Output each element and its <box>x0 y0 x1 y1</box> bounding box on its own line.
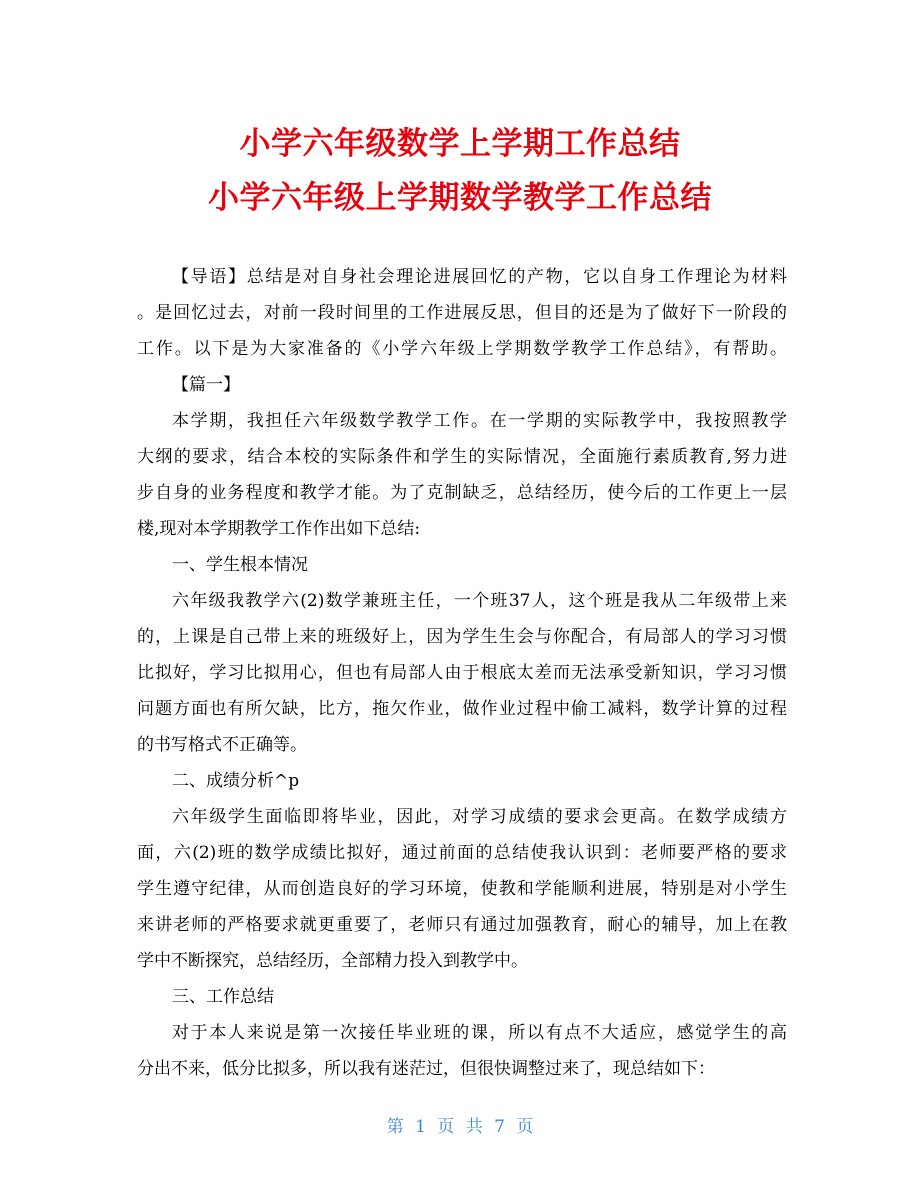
text-line: 本学期，我担任六年级数学教学工作。在一学期的实际教学中，我按照教学 <box>172 411 787 431</box>
page-footer: 第 1 页 共 7 页 <box>386 1117 534 1137</box>
text-line: 【导语】总结是对自身社会理论进展回忆的产物，它以自身工作理论为材料 <box>172 267 787 287</box>
text-line: 来讲老师的严格要求就更重要了，老师只有通过加强教育，耐心的辅导，加上在教 <box>137 915 787 935</box>
text-line: 的，上课是自己带上来的班级好上，因为学生生会与你配合，有局部人的学习习惯 <box>137 627 787 647</box>
text-line: 学生遵守纪律，从而创造良好的学习环境，使教和学能顺利进展，特别是对小学生 <box>137 879 787 899</box>
text-line: 三、工作总结 <box>172 987 274 1007</box>
text-line: 对于本人来说是第一次接任毕业班的课，所以有点不大适应，感觉学生的高 <box>172 1023 787 1043</box>
text-line: 步自身的业务程度和教学才能。为了克制缺乏，总结经历，使今后的工作更上一层 <box>137 483 787 503</box>
text-line: 六年级学生面临即将毕业，因此，对学习成绩的要求会更高。在数学成绩方 <box>172 807 787 827</box>
text-line: 大纲的要求，结合本校的实际条件和学生的实际情况，全面施行素质教育,努力进 <box>137 447 787 467</box>
text-line: 【篇一】 <box>172 375 240 395</box>
document-title: 小学六年级数学上学期工作总结 <box>239 126 681 162</box>
text-line: 六年级我教学六(2)数学兼班主任，一个班37人，这个班是我从二年级带上来 <box>172 591 787 611</box>
text-line: 二、成绩分析^p <box>172 771 300 791</box>
text-line: 。是回忆过去，对前一段时间里的工作进展反思，但目的还是为了做好下一阶段的 <box>137 303 787 323</box>
document-body <box>137 259 787 1087</box>
text-line: 楼,现对本学期教学工作作出如下总结: <box>137 519 421 539</box>
text-line: 学中不断探究，总结经历，全部精力投入到教学中。 <box>137 951 528 971</box>
document-subtitle: 小学六年级上学期数学教学工作总结 <box>208 180 712 216</box>
text-line: 比拟好，学习比拟用心，但也有局部人由于根底太差而无法承受新知识，学习习惯 <box>137 663 787 683</box>
text-line: 工作。以下是为大家准备的《小学六年级上学期数学教学工作总结》，有帮助。 <box>137 339 787 359</box>
text-line: 分出不来，低分比拟多，所以我有迷茫过，但很快调整过来了，现总结如下： <box>137 1059 715 1079</box>
text-line: 问题方面也有所欠缺，比方，拖欠作业，做作业过程中偷工减料，数学计算的过程 <box>137 699 787 719</box>
text-line: 一、学生根本情况 <box>172 555 308 575</box>
text-line: 的书写格式不正确等。 <box>137 735 307 755</box>
text-line: 面，六(2)班的数学成绩比拟好，通过前面的总结使我认识到：老师要严格的要求 <box>137 843 787 863</box>
